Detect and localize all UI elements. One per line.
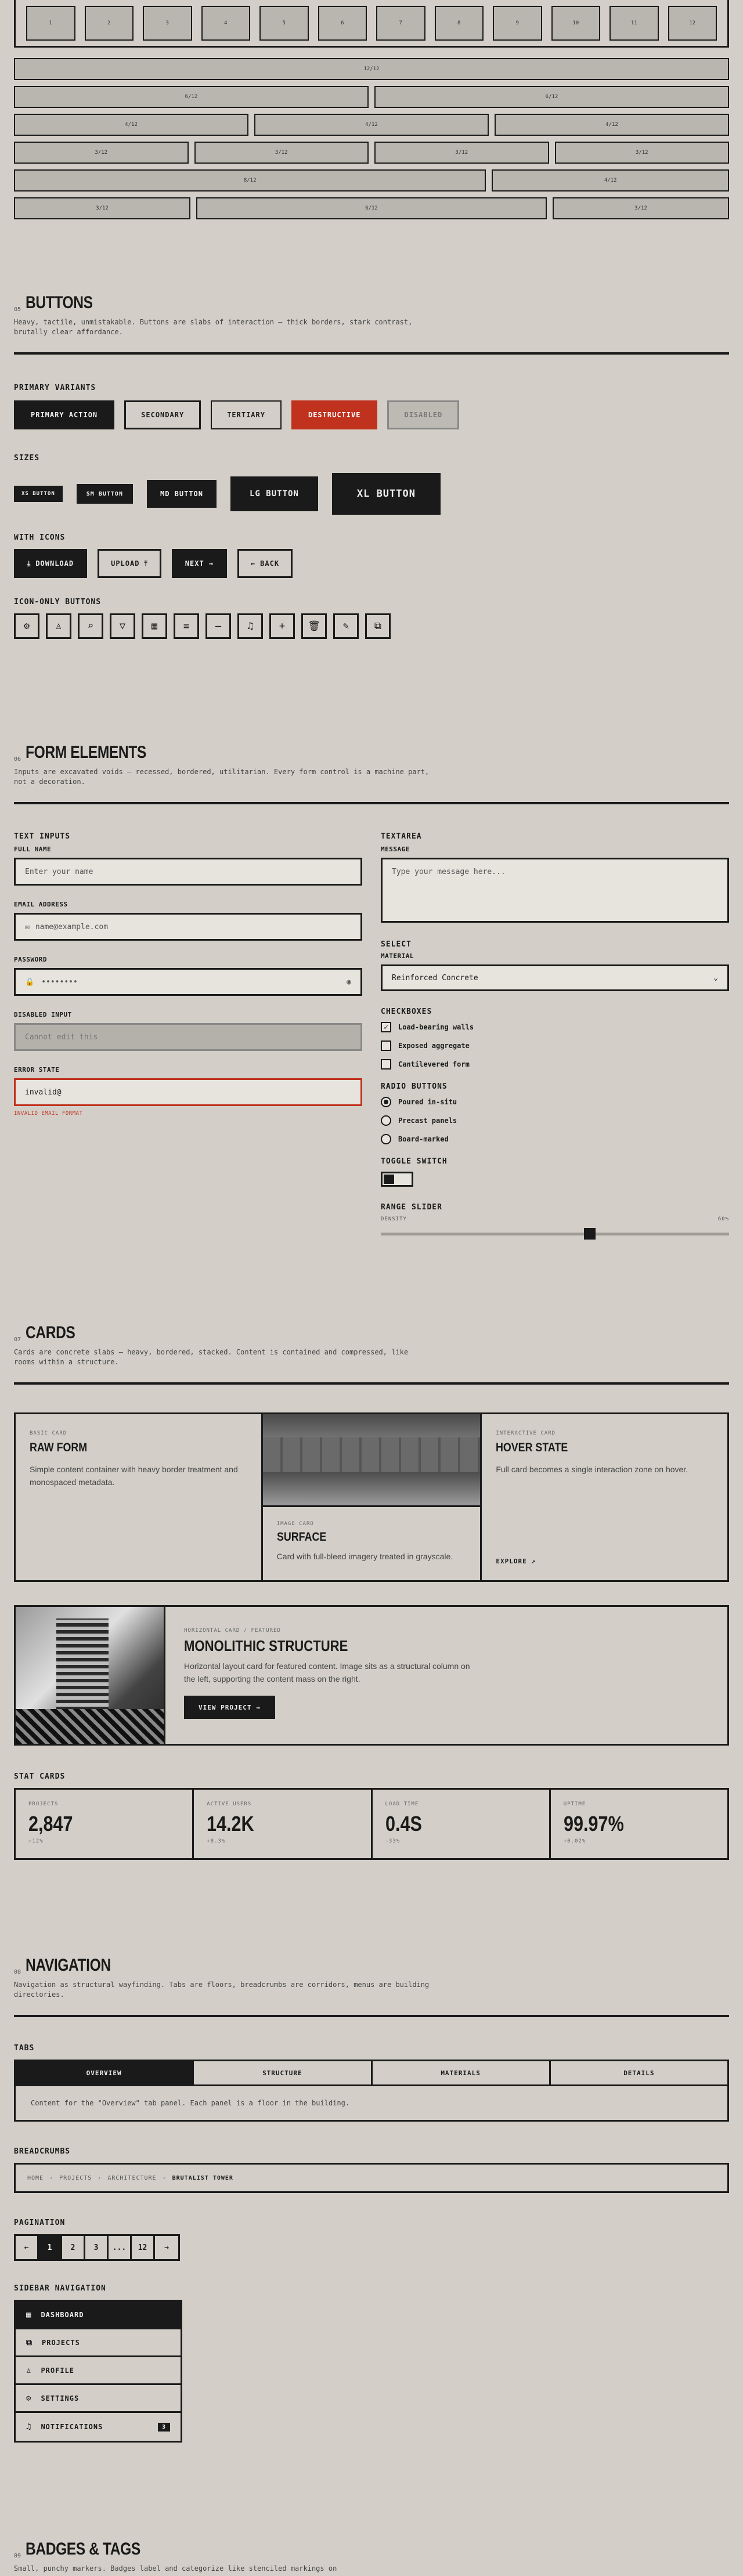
grid-cell: 3 xyxy=(143,6,192,41)
page-button[interactable]: ... xyxy=(109,2236,132,2259)
card-title: SURFACE xyxy=(276,1530,326,1544)
button-label: UPLOAD xyxy=(111,559,140,568)
subsection-title: TABS xyxy=(14,2044,35,2053)
stat-card xyxy=(194,1790,372,1858)
section-description: Cards are concrete slabs — heavy, bordered, stacked. Content is contained and compressed, like rooms within a structure. xyxy=(14,1348,409,1366)
grid-cell: 12 xyxy=(668,6,717,41)
error-label: ERROR STATE xyxy=(14,1066,60,1074)
tab-panel: Content for the "Overview" tab panel. Each panel is a floor in the building. xyxy=(31,2099,350,2107)
section-title: CARDS xyxy=(26,1323,75,1342)
section-number: 06 xyxy=(14,756,21,763)
divider xyxy=(14,2015,729,2017)
sidebar-item-profile[interactable] xyxy=(16,2357,181,2385)
card-caption: IMAGE CARD xyxy=(276,1521,314,1527)
subsection-title: PAGINATION xyxy=(14,2219,66,2227)
edit-button[interactable] xyxy=(333,613,359,639)
filter-button[interactable] xyxy=(110,613,135,639)
grid-cell: 4/12 xyxy=(495,114,729,136)
disabled-value: Cannot edit this xyxy=(25,1032,98,1042)
grid-cell: 10 xyxy=(551,6,601,41)
sidebar-nav xyxy=(14,2300,182,2443)
featured-card xyxy=(14,1605,729,1746)
arrow-right-icon: → xyxy=(208,559,214,568)
sidebar-item-label: PROFILE xyxy=(41,2366,75,2375)
grid-cell: 3/12 xyxy=(14,197,190,219)
arrow-left-icon: ← xyxy=(250,559,256,568)
grid-row xyxy=(14,142,729,164)
toggle-knob xyxy=(384,1175,394,1184)
stat-label: ACTIVE USERS xyxy=(207,1801,252,1807)
grid-cell: 3/12 xyxy=(553,197,729,219)
navigation-section xyxy=(14,1956,729,2443)
card-caption: INTERACTIVE CARD xyxy=(496,1430,556,1436)
grid-cell: 2 xyxy=(85,6,134,41)
search-icon: ⌕ xyxy=(87,620,94,632)
card-caption: BASIC CARD xyxy=(30,1430,67,1436)
divider xyxy=(14,352,729,355)
upload-button[interactable] xyxy=(98,549,161,578)
user-icon: ♙ xyxy=(55,620,62,632)
card-caption: HORIZONTAL CARD / FEATURED xyxy=(184,1628,281,1634)
subsection-title: BREADCRUMBS xyxy=(14,2147,71,2156)
checkbox[interactable] xyxy=(381,1040,391,1051)
subsection-title: STAT CARDS xyxy=(14,1772,66,1781)
subsection-title: TOGGLE SWITCH xyxy=(381,1157,448,1166)
tab-overview[interactable]: OVERVIEW xyxy=(16,2061,194,2084)
grid-cell: 4/12 xyxy=(14,114,248,136)
size-button-sm[interactable]: SM BUTTON xyxy=(77,484,133,504)
dashboard-icon: ▦ xyxy=(26,2310,32,2320)
radio-button[interactable] xyxy=(381,1134,391,1144)
tertiary-button[interactable]: TERTIARY xyxy=(211,400,282,429)
copy-button[interactable] xyxy=(365,613,391,639)
checkbox-label: Exposed aggregate xyxy=(398,1042,470,1050)
mail-icon: ✉ xyxy=(25,922,30,931)
grid-cell: 11 xyxy=(609,6,659,41)
stat-value: 0.4S xyxy=(385,1812,422,1836)
forms-section xyxy=(14,743,729,1240)
sidebar-item-settings[interactable] xyxy=(16,2385,181,2413)
minus-button[interactable] xyxy=(205,613,231,639)
range-track xyxy=(381,1233,729,1235)
grid-cell: 3/12 xyxy=(14,142,189,164)
grid-row xyxy=(14,197,729,219)
password-label: PASSWORD xyxy=(14,956,47,963)
breadcrumb-separator: › xyxy=(49,2174,54,2181)
trash-button[interactable] xyxy=(301,613,327,639)
pagination xyxy=(14,2234,180,2261)
section-number: 09 xyxy=(14,2553,21,2559)
grid-rows xyxy=(14,58,729,225)
checkbox-item[interactable] xyxy=(381,1022,729,1032)
disabled-label: DISABLED INPUT xyxy=(14,1011,72,1018)
range-slider[interactable] xyxy=(381,1228,729,1240)
full-name-input[interactable] xyxy=(14,858,362,886)
edit-icon: ✎ xyxy=(342,620,349,632)
grid-cell: 6 xyxy=(318,6,367,41)
grid-cell: 12/12 xyxy=(14,58,729,80)
section-title: NAVIGATION xyxy=(26,1956,111,1975)
page-button[interactable]: 2 xyxy=(62,2236,85,2259)
toggle-switch[interactable] xyxy=(381,1172,413,1187)
grid-row xyxy=(14,169,729,192)
minus-icon: — xyxy=(215,620,222,632)
message-placeholder: Type your message here... xyxy=(392,868,506,876)
grid-icon: ▦ xyxy=(151,620,158,632)
size-button-md[interactable]: MD BUTTON xyxy=(147,480,217,508)
grid-row xyxy=(14,114,729,136)
notification-badge: 3 xyxy=(158,2423,170,2432)
material-select[interactable] xyxy=(381,964,729,991)
material-label: MATERIAL xyxy=(381,952,414,960)
radio-label: Precast panels xyxy=(398,1117,457,1125)
grid-12-col-demo xyxy=(14,0,729,48)
stat-value-wrap xyxy=(385,1812,536,1836)
back-button[interactable] xyxy=(237,549,293,578)
section-title: BADGES & TAGS xyxy=(26,2539,140,2559)
error-message: INVALID EMAIL FORMAT xyxy=(14,1111,83,1117)
checkbox[interactable] xyxy=(381,1059,391,1070)
stat-label: PROJECTS xyxy=(28,1801,59,1807)
full-name-placeholder: Enter your name xyxy=(25,867,93,876)
subsection-title: PRIMARY VARIANTS xyxy=(14,384,96,392)
sidebar-item-projects[interactable] xyxy=(16,2329,181,2357)
section-number: 08 xyxy=(14,1969,21,1975)
section-title: BUTTONS xyxy=(26,293,93,312)
grid-cell: 8/12 xyxy=(14,169,486,192)
subsection-title: CHECKBOXES xyxy=(381,1007,432,1016)
password-field[interactable] xyxy=(14,968,362,996)
material-value: Reinforced Concrete xyxy=(392,973,478,982)
gear-button[interactable] xyxy=(14,613,39,639)
tab-details[interactable]: DETAILS xyxy=(623,2069,655,2077)
subsection-title: WITH ICONS xyxy=(14,533,66,542)
error-value: invalid@ xyxy=(25,1088,62,1097)
subsection-title: RADIO BUTTONS xyxy=(381,1082,448,1091)
subsection-title: ICON-ONLY BUTTONS xyxy=(14,598,102,606)
grid-cell: 6/12 xyxy=(196,197,547,219)
card-text: Card with full-bleed imagery treated in grayscale. xyxy=(276,1552,453,1561)
plus-icon: + xyxy=(279,620,286,632)
subsection-title: SIZES xyxy=(14,454,40,463)
primary-button[interactable]: PRIMARY ACTION xyxy=(14,400,114,429)
radio-button[interactable] xyxy=(381,1097,391,1107)
bell-icon: ♫ xyxy=(26,2422,32,2432)
section-description: Inputs are excavated voids — recessed, bordered, utilitarian. Every form control is a machine part, not a decoration. xyxy=(14,768,430,786)
eye-icon[interactable]: ◉ xyxy=(347,977,351,987)
sidebar-item-label: PROJECTS xyxy=(42,2338,80,2347)
cards-section xyxy=(14,1323,729,1860)
next-button[interactable] xyxy=(172,549,227,578)
range-thumb[interactable] xyxy=(584,1228,596,1240)
button-label: DOWNLOAD xyxy=(35,559,74,568)
stat-card xyxy=(16,1790,194,1858)
full-name-label: FULL NAME xyxy=(14,846,52,853)
grid-cell: 4/12 xyxy=(254,114,489,136)
disabled-button: DISABLED xyxy=(387,400,459,429)
stat-value: 99.97% xyxy=(563,1812,624,1836)
grid-cell: 7 xyxy=(376,6,425,41)
section-number: 07 xyxy=(14,1336,21,1343)
sidebar-item-label: NOTIFICATIONS xyxy=(41,2423,103,2431)
grid-cell: 3/12 xyxy=(194,142,369,164)
breadcrumb xyxy=(14,2163,729,2193)
stat-value: 14.2K xyxy=(207,1812,254,1836)
download-button[interactable] xyxy=(14,549,87,578)
checkbox-item[interactable] xyxy=(381,1059,729,1070)
page-button[interactable]: 1 xyxy=(39,2236,62,2259)
disabled-input xyxy=(14,1023,362,1051)
button-label: NEXT xyxy=(185,559,204,568)
layers-icon: ⧉ xyxy=(26,2337,33,2347)
grid-cell: 6/12 xyxy=(374,86,729,108)
button-label: BACK xyxy=(260,559,280,568)
error-input[interactable] xyxy=(14,1078,362,1106)
grid-cell: 5 xyxy=(259,6,309,41)
tower-image xyxy=(16,1607,165,1744)
size-button-lg[interactable]: LG BUTTON xyxy=(230,476,318,511)
trash-icon: 🗑 xyxy=(308,620,320,632)
badges-section xyxy=(14,2539,729,2574)
concrete-image xyxy=(263,1414,481,1507)
stat-value-wrap xyxy=(564,1812,715,1836)
message-label: MESSAGE xyxy=(381,846,410,853)
stat-label: UPTIME xyxy=(563,1801,586,1807)
subsection-title: SIDEBAR NAVIGATION xyxy=(14,2284,106,2293)
breadcrumb-item[interactable]: HOME xyxy=(27,2174,44,2181)
sidebar-item-notifications[interactable] xyxy=(16,2413,181,2441)
card-title: HOVER STATE xyxy=(496,1441,568,1454)
basic-card xyxy=(16,1414,263,1580)
download-icon: ⤓ xyxy=(27,559,31,568)
card-title: RAW FORM xyxy=(30,1441,88,1454)
breadcrumb-separator: › xyxy=(162,2174,167,2181)
grid-cell: 1 xyxy=(26,6,75,41)
subsection-title: RANGE SLIDER xyxy=(381,1203,442,1212)
email-label: EMAIL ADDRESS xyxy=(14,901,68,908)
user-icon: ♙ xyxy=(26,2365,32,2375)
stat-value: 2,847 xyxy=(28,1812,73,1836)
page-button[interactable]: 12 xyxy=(132,2236,155,2259)
message-textarea[interactable] xyxy=(381,858,729,923)
view-project-button[interactable]: VIEW PROJECT → xyxy=(184,1696,275,1719)
plus-button[interactable] xyxy=(269,613,295,639)
divider xyxy=(14,802,729,804)
copy-icon: ⧉ xyxy=(374,620,382,632)
grid-cell: 8 xyxy=(435,6,484,41)
gear-icon: ⚙ xyxy=(26,2393,32,2403)
subsection-title: SELECT xyxy=(381,940,412,949)
gear-icon: ⚙ xyxy=(23,620,30,632)
radio-dot xyxy=(384,1100,388,1104)
grid-cell: 4 xyxy=(201,6,251,41)
grid-cell: 4/12 xyxy=(492,169,729,192)
password-value: •••••••• xyxy=(41,977,78,987)
stat-delta: -33% xyxy=(385,1838,401,1844)
stat-card xyxy=(551,1790,727,1858)
stat-delta: +12% xyxy=(28,1838,44,1844)
chevron-down-icon: ⌄ xyxy=(713,973,718,982)
list-icon: ≡ xyxy=(183,620,190,632)
subsection-title: TEXT INPUTS xyxy=(14,832,71,841)
email-placeholder: name@example.com xyxy=(35,922,109,931)
tab-materials[interactable]: MATERIALS xyxy=(373,2061,551,2084)
destructive-button[interactable]: DESTRUCTIVE xyxy=(291,400,377,429)
card-text: Horizontal layout card for featured content. Image sits as a structural column on the left, supporting the content mass on the right. xyxy=(184,1661,470,1683)
bell-button[interactable] xyxy=(237,613,263,639)
breadcrumb-item: BRUTALIST TOWER xyxy=(172,2174,233,2181)
upload-icon: ⤒ xyxy=(144,559,148,568)
grid-cell: 6/12 xyxy=(14,86,369,108)
radio-item[interactable] xyxy=(381,1134,729,1144)
explore-link[interactable]: EXPLORE ↗ xyxy=(496,1558,536,1565)
page-button[interactable]: → xyxy=(164,2243,169,2252)
stat-value-wrap xyxy=(28,1812,179,1836)
stat-card xyxy=(373,1790,551,1858)
section-number: 05 xyxy=(14,306,21,313)
grid-cell: 3/12 xyxy=(555,142,730,164)
radio-label: Poured in-situ xyxy=(398,1098,457,1106)
user-button[interactable] xyxy=(46,613,71,639)
grid-cell: 3/12 xyxy=(374,142,549,164)
breadcrumb-item[interactable]: PROJECTS xyxy=(59,2174,92,2181)
section-description: Heavy, tactile, unmistakable. Buttons are slabs of interaction — thick borders, stark contrast, brutally clear affordance. xyxy=(14,318,413,336)
card-title: MONOLITHIC STRUCTURE xyxy=(184,1637,348,1654)
image-card xyxy=(263,1414,482,1580)
sidebar-item-label: DASHBOARD xyxy=(41,2310,84,2319)
divider xyxy=(14,1382,729,1385)
grid-button[interactable] xyxy=(142,613,167,639)
radio-item[interactable] xyxy=(381,1115,729,1126)
interactive-card[interactable] xyxy=(482,1414,727,1580)
email-field[interactable] xyxy=(14,913,362,941)
bell-icon: ♫ xyxy=(247,620,254,632)
stat-value-wrap xyxy=(207,1812,358,1836)
size-button-xs[interactable]: XS BUTTON xyxy=(14,486,63,502)
checkbox-item[interactable] xyxy=(381,1040,729,1051)
radio-label: Board-marked xyxy=(398,1135,449,1143)
card-text: Simple content container with heavy border treatment and monospaced metadata. xyxy=(30,1465,238,1487)
list-button[interactable] xyxy=(174,613,199,639)
filter-icon: ▽ xyxy=(119,620,126,632)
checkbox-label: Cantilevered form xyxy=(398,1060,470,1068)
tab-structure[interactable]: STRUCTURE xyxy=(194,2061,372,2084)
stat-label: LOAD TIME xyxy=(385,1801,419,1807)
section-description: Small, punchy markers. Badges label and categorize like stenciled markings on xyxy=(14,2564,337,2573)
grid-row xyxy=(14,86,729,108)
stat-delta: +0.02% xyxy=(563,1838,586,1844)
buttons-section xyxy=(14,293,729,639)
sidebar-item-dashboard[interactable] xyxy=(16,2302,181,2329)
grid-cell: 9 xyxy=(493,6,542,41)
card-text: Full card becomes a single interaction zone on hover. xyxy=(496,1465,688,1474)
search-button[interactable] xyxy=(78,613,103,639)
secondary-button[interactable]: SECONDARY xyxy=(124,400,201,429)
grid-row xyxy=(14,58,729,80)
breadcrumb-separator: › xyxy=(98,2174,102,2181)
lock-icon: 🔒 xyxy=(25,977,35,987)
radio-item[interactable] xyxy=(381,1097,729,1107)
sidebar-item-label: SETTINGS xyxy=(41,2394,80,2402)
radio-button[interactable] xyxy=(381,1115,391,1126)
range-label: DENSITY xyxy=(381,1216,407,1222)
stat-delta: +8.3% xyxy=(207,1838,226,1844)
section-title: FORM ELEMENTS xyxy=(26,743,146,762)
page-button[interactable]: 3 xyxy=(85,2236,109,2259)
breadcrumb-item[interactable]: ARCHITECTURE xyxy=(107,2174,157,2181)
size-button-xl[interactable]: XL BUTTON xyxy=(332,473,441,515)
page-button[interactable]: ← xyxy=(16,2236,39,2259)
checkbox-label: Load-bearing walls xyxy=(398,1023,474,1031)
section-description: Navigation as structural wayfinding. Tabs are floors, breadcrumbs are corridors, menus are building directories. xyxy=(14,1981,430,1999)
checkbox[interactable]: ✓ xyxy=(381,1022,391,1032)
range-value: 60% xyxy=(717,1216,729,1222)
subsection-title: TEXTAREA xyxy=(381,832,422,841)
